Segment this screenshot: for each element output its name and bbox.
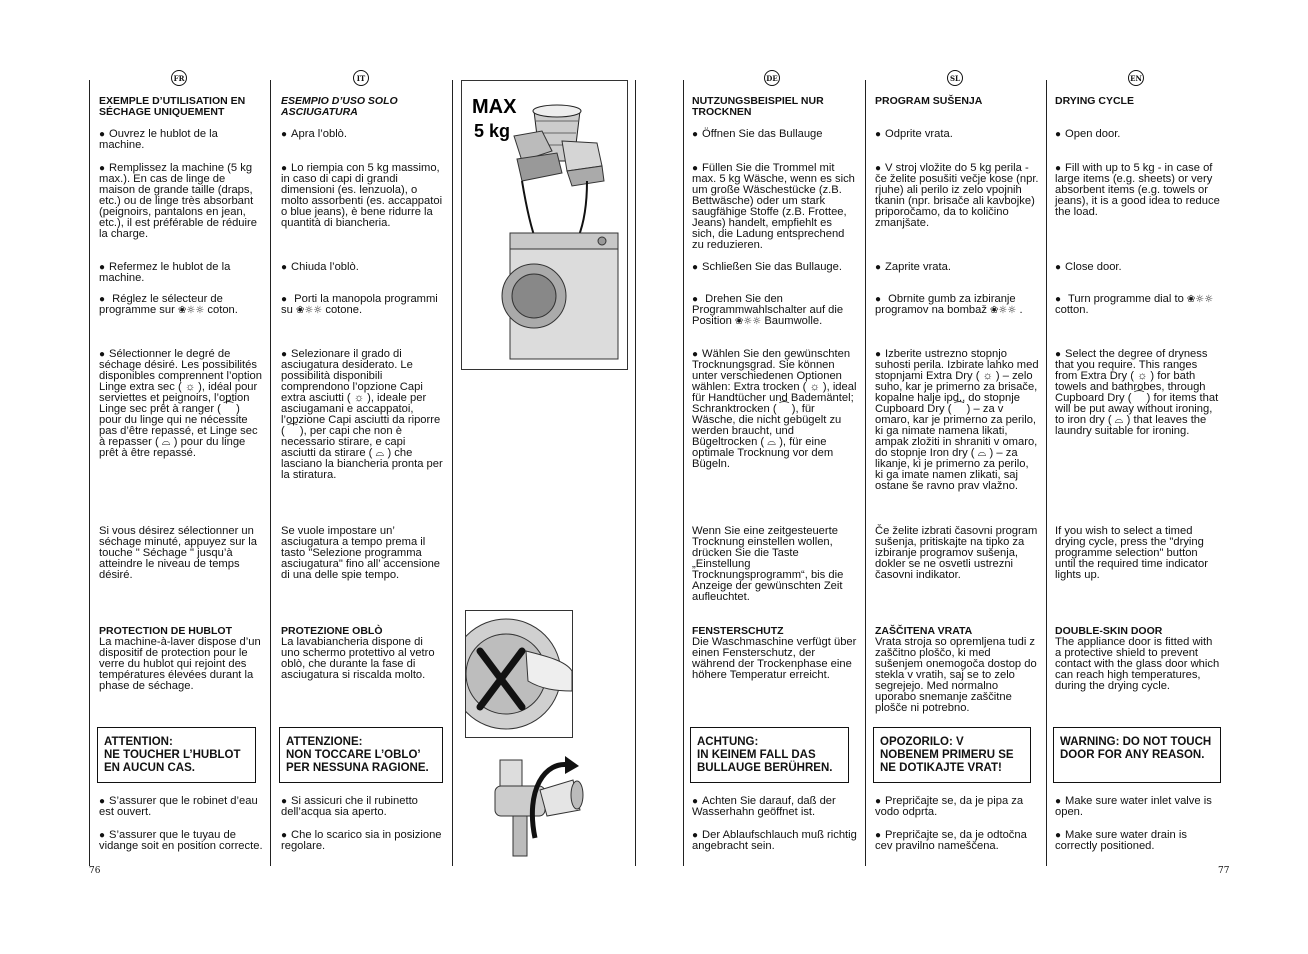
section-title: ESEMPIO D’USO SOLO ASCIUGATURA xyxy=(281,95,398,118)
check-drain: ● Prepričajte se, da je odtočna cev pravilno nameščena. xyxy=(875,830,1039,852)
step-program xyxy=(692,294,857,327)
step-dryness: ● Select the degree of dryness that you require. This ranges from Extra Dry ( ☼ ) for bath towels and bathrobes, through Cupboard Dry ( ⁀ ) for items that will be put away without ironing, to iron dry ( ⌓ ) that leaves the laundry suitable for ironing. xyxy=(1055,349,1221,437)
door-protection xyxy=(99,626,264,692)
warning-box xyxy=(690,727,849,783)
max-label: MAX xyxy=(472,96,517,118)
page-number-left: 76 xyxy=(89,866,101,876)
washing-machine-icon xyxy=(502,233,618,359)
door-protection-title: ZAŠČITENA VRATA xyxy=(875,625,973,637)
step-program-text-end: Baumwolle. xyxy=(764,315,823,327)
step-program-text: Obrnite gumb za izbiranje programov na bombaž xyxy=(875,293,1016,316)
step-open: ● Ouvrez le hublot de la machine. xyxy=(99,129,264,151)
rule-3 xyxy=(452,80,453,866)
cotton-program-icon: ❀☼☼ xyxy=(990,305,1017,316)
rule-6 xyxy=(865,80,866,866)
step-program-text-end: cotone. xyxy=(325,304,363,316)
check-drain: ● Che lo scarico sia in posizione regolare. xyxy=(281,830,443,852)
timed-drying-text: Se vuole impostare un’ asciugatura a tempo prema il tasto "Selezione programma asciugatura" fino all’ accensione di una delle spie tempo. xyxy=(281,525,441,581)
door-protection-text: The appliance door is fitted with a protective shield to prevent contact with the glass door which can reach high temperatures, during the drying cycle. xyxy=(1055,636,1220,692)
section-title: NUTZUNGSBEISPIEL NUR TROCKNEN xyxy=(692,95,824,118)
step-program-text: Drehen Sie den Programmwahlschalter auf die Position xyxy=(692,293,844,327)
step-open: ● Apra l’oblò. xyxy=(281,129,443,140)
step-load: ● V stroj vložite do 5 kg perila - če želite posušiti večje kose (npr. rjuhe) ali perilo iz zelo vpojnih tkanin (npr. brisače ali kavbojke) priporočamo, da to količino zmanjšate. xyxy=(875,163,1039,229)
section-title: PROGRAM SUŠENJA xyxy=(875,95,983,107)
step-close: ● Schließen Sie das Bullauge. xyxy=(692,262,857,273)
step-load: ● Remplissez la machine (5 kg max.). En cas de linge de maison de grande taille (draps, etc.) ou de linge très absorbant (peignoirs, pantalons en jean, etc.), il est préférable de réduire la charge. xyxy=(99,163,264,240)
warning-box xyxy=(873,727,1031,783)
cotton-program-icon: ❀☼☼ xyxy=(295,305,323,316)
warning-text: ATTENTION: NE TOUCHER L’HUBLOT EN AUCUN CAS. xyxy=(104,736,241,774)
check-tap: ● Prepričajte se, da je pipa za vodo odprta. xyxy=(875,796,1039,818)
check-drain: ● Make sure water drain is correctly positioned. xyxy=(1055,830,1221,852)
warning-text: ACHTUNG: IN KEINEM FALL DAS BULLAUGE BERÜHREN. xyxy=(697,736,833,774)
step-program-text-end: cotton. xyxy=(1055,304,1089,316)
section-title: DRYING CYCLE xyxy=(1055,95,1134,107)
cotton-program-icon: ❀☼☼ xyxy=(734,316,762,327)
rule-5 xyxy=(683,80,684,866)
step-dryness: ● Selezionare il grado di asciugatura desiderato. Le possibilità disponibili comprendono l’opzione Capi extra asciutti ( ☼ ), ideale per asciugamani e accappatoi, l’opzione Capi asciutti da riporre ( ⁀ ), per capi che non è necessario stirare, e capi asciutti da stirare ( ⌓ ) che lasciano la biancheria pronta per la stiratura. xyxy=(281,349,443,481)
step-close: ● Zaprite vrata. xyxy=(875,262,1039,273)
step-load: ● Fill with up to 5 kg - in case of large items (e.g. sheets) or very absorbent items (e.g. towels or jeans), it is a good idea to reduce the load. xyxy=(1055,163,1221,218)
water-tap-icon xyxy=(485,750,585,860)
warning-box xyxy=(279,727,443,783)
warning-text: ATTENZIONE: NON TOCCARE L’OBLO’ PER NESSUNA RAGIONE. xyxy=(286,736,429,774)
step-open: ● Öffnen Sie das Bullauge xyxy=(692,129,857,140)
step-program xyxy=(1055,294,1221,316)
step-dryness: ● Wählen Sie den gewünschten Trocknungsgrad. Sie können unter verschiedenen Optionen wählen: Extra trocken ( ☼ ), ideal für Handtücher und Bademäntel; Schranktrocken ( ⁀ ), für Wäsche, die nicht gebügelt zu werden braucht, und Bügeltrocken ( ⌓ ), für eine optimale Trocknung vor dem Bügeln. xyxy=(692,349,857,470)
max-weight-label: 5 kg xyxy=(474,121,511,141)
check-drain: ● S’assurer que le tuyau de vidange soit en position correcte. xyxy=(99,830,264,852)
check-tap: ● S’assurer que le robinet d’eau est ouvert. xyxy=(99,796,264,818)
language-badge-de: DE xyxy=(764,70,780,86)
language-badge-en: EN xyxy=(1128,70,1144,86)
rule-7 xyxy=(1046,80,1047,866)
door-protection xyxy=(692,626,857,681)
cotton-program-icon: ❀☼☼ xyxy=(177,305,205,316)
door-protection xyxy=(875,626,1039,714)
step-close: ● Refermez le hublot de la machine. xyxy=(99,262,264,284)
washing-machine-drawing xyxy=(462,81,627,369)
step-close: ● Chiuda l’oblò. xyxy=(281,262,443,273)
door-protection-text: Die Waschmaschine verfügt über einen Fensterschutz, der während der Trockenphase eine höhere Temperatur erreicht. xyxy=(692,636,857,681)
check-tap: ● Make sure water inlet valve is open. xyxy=(1055,796,1221,818)
step-program-text-end: coton. xyxy=(207,304,238,316)
door-protection-text: La machine-à-laver dispose d’un dispositif de protection pour le verre du hublot qui rejoint des températures élevées durant la phase de séchage. xyxy=(99,636,261,692)
door-warning-illustration xyxy=(465,610,573,738)
cotton-program-icon: ❀☼☼ xyxy=(1186,294,1214,305)
check-tap: ● Si assicuri che il rubinetto dell’acqua sia aperto. xyxy=(281,796,443,818)
step-program-text: Turn programme dial to xyxy=(1067,293,1184,305)
page-number-right: 77 xyxy=(1218,866,1230,876)
door-drawing xyxy=(466,611,572,737)
check-tap: ● Achten Sie darauf, daß der Wasserhahn geöffnet ist. xyxy=(692,796,857,818)
step-program-text: Porti la manopola programmi su xyxy=(281,293,438,316)
tap-illustration xyxy=(485,750,585,860)
step-program xyxy=(99,294,264,316)
door-protection-text: Vrata stroja so opremljena tudi z zaščitno ploščo, ki med sušenjem onemogoča dostop do stekla v vratih, saj se to zelo segrejejo. Med normalno uporabo snemanje zaščitne plošče ni potrebno. xyxy=(875,636,1037,714)
language-badge-sl: SL xyxy=(947,70,963,86)
step-program xyxy=(875,294,1039,316)
rule-4 xyxy=(635,80,636,866)
step-load: ● Füllen Sie die Trommel mit max. 5 kg Wäsche, wenn es sich um große Wäschestücke (z.B. Bettwäsche) oder um stark saugfähige Stoffe (z.B. Frottee, Jeans) handelt, empfiehlt es sich, die Ladung entsprechend zu reduzieren. xyxy=(692,163,857,251)
door-protection-title: FENSTERSCHUTZ xyxy=(692,625,784,637)
rule-2 xyxy=(270,80,271,866)
door-protection xyxy=(1055,626,1221,692)
door-protection-title: PROTECTION DE HUBLOT xyxy=(99,625,232,637)
timed-drying-text: Si vous désirez sélectionner un séchage minuté, appuyez sur la touche " Séchage " jusqu’à atteindre le niveau de temps désiré. xyxy=(99,525,257,581)
step-open: ● Odprite vrata. xyxy=(875,129,1039,140)
step-program-text: Réglez le sélecteur de programme sur xyxy=(99,293,223,316)
warning-text: WARNING: DO NOT TOUCH DOOR FOR ANY REASON. xyxy=(1060,736,1212,761)
step-close: ● Close door. xyxy=(1055,262,1221,273)
step-program xyxy=(281,294,443,316)
door-protection-text: La lavabiancheria dispone di uno schermo protettivo al vetro oblò, che durante la fase di asciugatura si riscalda molto. xyxy=(281,636,435,681)
timed-drying-text: If you wish to select a timed drying cycle, press the "drying programme selection" button until the required time indicator lights up. xyxy=(1055,525,1208,581)
door-protection-title: PROTEZIONE OBLÒ xyxy=(281,625,383,637)
step-open: ● Open door. xyxy=(1055,129,1221,140)
language-badge-fr: FR xyxy=(171,70,187,86)
timed-drying-text: Wenn Sie eine zeitgesteuerte Trocknung einstellen wollen, drücken Sie die Taste „Einstellung Trocknungsprogramm“, bis die Anzeige der gewünschten Zeit aufleuchtet. xyxy=(692,525,844,603)
step-dryness: ● Sélectionner le degré de séchage désiré. Les possibilités disponibles comprennent l’option Linge extra sec ( ☼ ), idéal pour serviettes et peignoirs, l’option Linge sec prêt à ranger ( ⁀ ) pour du linge qui ne nécessite pas d’être repassé, et Linge sec à repasser ( ⌓ ) pour du linge prêt à être repassé. xyxy=(99,349,264,459)
warning-box xyxy=(97,727,256,783)
step-program-text-end: . xyxy=(1019,304,1023,316)
door-protection xyxy=(281,626,443,681)
load-illustration xyxy=(461,80,628,370)
door-protection-title: DOUBLE-SKIN DOOR xyxy=(1055,625,1163,637)
warning-box xyxy=(1053,727,1221,783)
language-badge-it: IT xyxy=(353,70,369,86)
check-drain: ● Der Ablaufschlauch muß richtig angebracht sein. xyxy=(692,830,857,852)
timed-drying-text: Če želite izbrati časovni program sušenja, pritiskajte na tipko za izbiranje programov sušenja, dokler se ne osvetli ustrezni časovni indikator. xyxy=(875,525,1038,581)
section-title: EXEMPLE D’UTILISATION EN SÉCHAGE UNIQUEMENT xyxy=(99,95,246,118)
warning-text: OPOZORILO: V NOBENEM PRIMERU SE NE DOTIKAJTE VRAT! xyxy=(880,736,1014,774)
rule-1 xyxy=(89,80,90,866)
step-dryness: ● Izberite ustrezno stopnjo suhosti perila. Izbirate lahko med stopnjami Extra Dry ( ☼ ) – zelo suho, kar je primerno za brisače, kopalne halje ipd., do stopnje Cupboard Dry ( ⁀ ) – za v omaro, kar je primerno za perilo, ki ga nimate namena likati, ampak zložiti in shraniti v omaro, do stopnje Iron dry ( ⌓ ) – za likanje, ki je primerno za perilo, ki ga imate namen zlikati, saj ostane še ravno prav vlažno. xyxy=(875,349,1039,492)
step-load: ● Lo riempia con 5 kg massimo, in caso di capi di grandi dimensioni (es. lenzuola), o molto assorbenti (es. accappatoi o blue jeans), è bene ridurre la quantità di biancheria. xyxy=(281,163,443,229)
